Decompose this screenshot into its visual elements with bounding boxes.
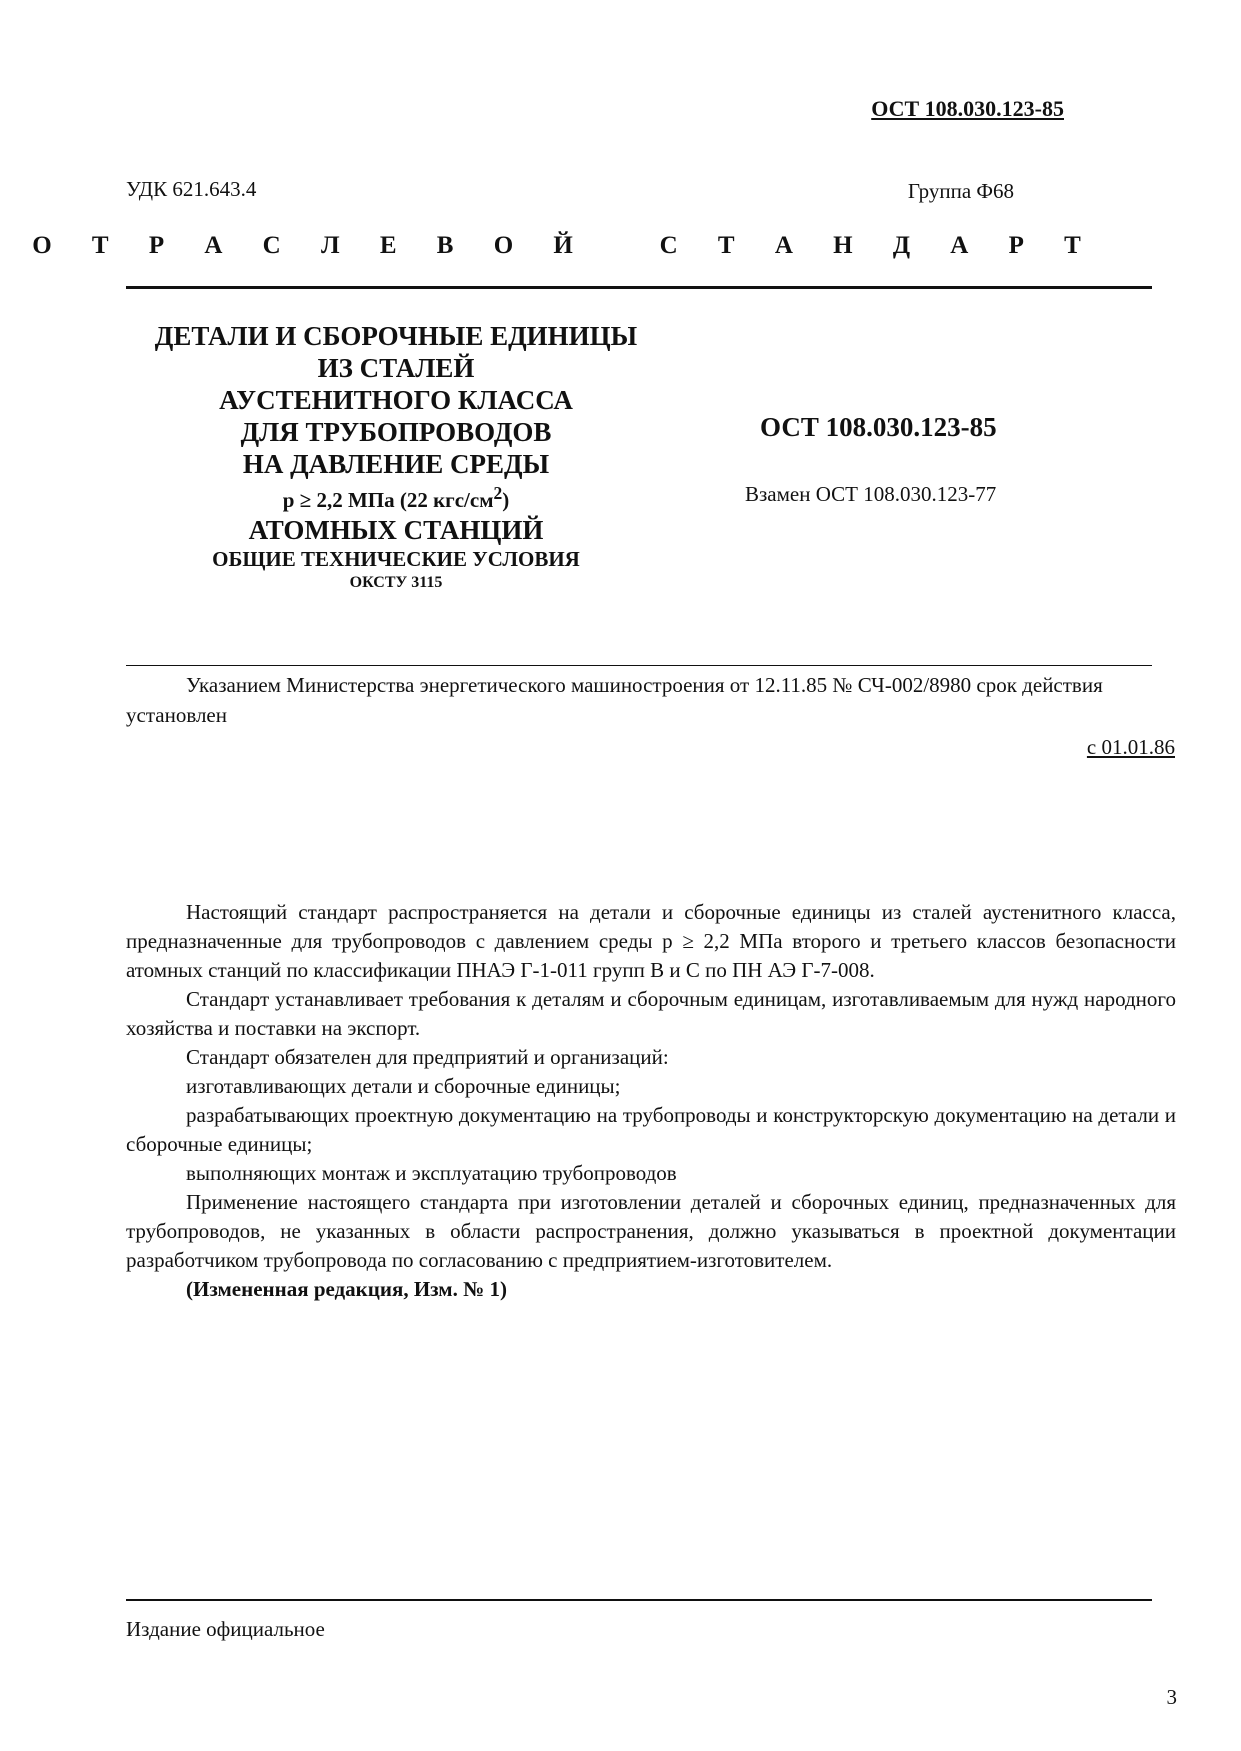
- udk-code: УДК 621.643.4: [126, 177, 257, 201]
- standard-type-heading: О Т Р А С Л Е В О Й С Т А Н Д А Р Т: [32, 232, 1098, 259]
- title-line: АУСТЕНИТНОГО КЛАССА: [219, 385, 573, 415]
- title-pressure-line: [126, 480, 666, 514]
- paragraph: Стандарт устанавливает требования к деталям и сборочным единицам, изготавливаемым для нужд народного хозяйства и поставки на экспорт.: [126, 987, 1176, 1040]
- decree-divider: [126, 665, 1152, 666]
- pressure-superscript: 2: [493, 483, 503, 503]
- pressure-text: p ≥ 2,2 МПа (22 кгс/см: [282, 488, 494, 512]
- paragraph: изготавливающих детали и сборочные единицы;: [186, 1074, 621, 1098]
- decree-text: Указанием Министерства энергетического машиностроения от 12.11.85 № СЧ-002/8980 срок действия установлен: [126, 673, 1103, 727]
- official-edition-note: Издание официальное: [126, 1617, 325, 1641]
- title-subtitle: ОБЩИЕ ТЕХНИЧЕСКИЕ УСЛОВИЯ: [212, 547, 580, 571]
- top-divider: [126, 286, 1152, 289]
- effective-date: с 01.01.86: [1086, 735, 1175, 759]
- paragraph: разрабатывающих проектную документацию на трубопроводы и конструкторскую документацию на детали и сборочные единицы;: [126, 1103, 1176, 1156]
- okstu-code: ОКСТУ 3115: [349, 574, 443, 591]
- page-number: 3: [1166, 1685, 1177, 1709]
- document-title: [126, 320, 666, 593]
- document-code-top: ОСТ 108.030.123-85: [871, 96, 1064, 121]
- title-line: НА ДАВЛЕНИЕ СРЕДЫ: [242, 449, 550, 479]
- paragraph: Настоящий стандарт распространяется на детали и сборочные единицы из сталей аустенитного класса, предназначенные для трубопроводов с давлением среды p ≥ 2,2 МПа второго и третьего классов безопасности атомных станций по классификации ПНАЭ Г-1-011 групп В и С по ПН АЭ Г-7-008.: [126, 900, 1176, 982]
- pressure-close: ): [502, 488, 510, 512]
- title-line: АТОМНЫХ СТАНЦИЙ: [248, 515, 544, 545]
- group-code: Группа Ф68: [907, 179, 1014, 203]
- paragraph: Применение настоящего стандарта при изготовлении деталей и сборочных единиц, предназначенных для трубопроводов, не указанных в области распространения, должно указываться в проектной документации разработчиком трубопровода по согласованию с предприятием-изготовителем.: [126, 1190, 1176, 1272]
- bottom-divider: [126, 1599, 1152, 1601]
- title-line: ИЗ СТАЛЕЙ: [317, 353, 475, 383]
- paragraph: Стандарт обязателен для предприятий и организаций:: [186, 1045, 669, 1069]
- title-line: ДЕТАЛИ И СБОРОЧНЫЕ ЕДИНИЦЫ: [154, 321, 638, 351]
- body-text: [126, 898, 1176, 1304]
- paragraph: выполняющих монтаж и эксплуатацию трубопроводов: [186, 1161, 677, 1185]
- document-code-side: ОСТ 108.030.123-85: [760, 412, 997, 442]
- replaces-note: Взамен ОСТ 108.030.123-77: [745, 482, 997, 506]
- title-line: ДЛЯ ТРУБОПРОВОДОВ: [240, 417, 552, 447]
- revision-note: (Измененная редакция, Изм. № 1): [186, 1277, 507, 1301]
